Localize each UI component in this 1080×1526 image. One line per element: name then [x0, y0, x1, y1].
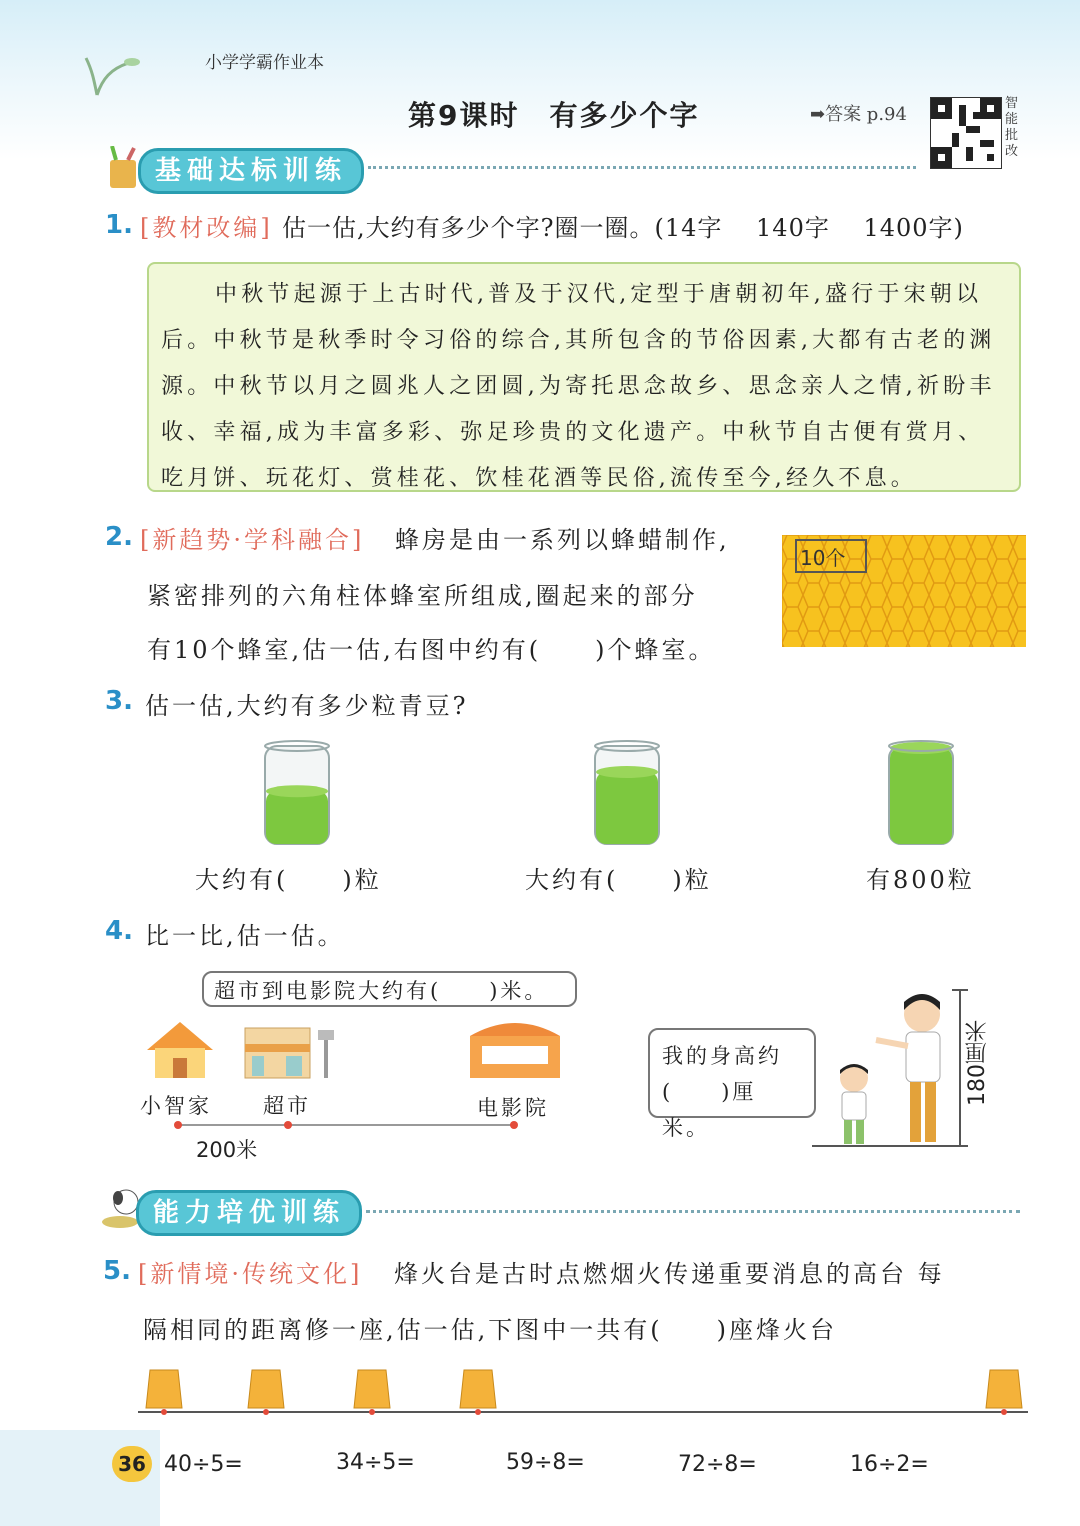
lesson-title: 第9课时 有多少个字 — [408, 99, 700, 132]
place-cinema-label: 电影院 — [477, 1096, 549, 1120]
question-3-number: 3. — [105, 686, 133, 716]
height-bubble-line-2: ( )厘米。 — [662, 1080, 757, 1140]
math-problem: 34÷5= — [336, 1450, 415, 1475]
question-1-tag: [教材改编] — [140, 214, 273, 242]
question-2-tag: [新趋势·学科融合] — [140, 526, 365, 554]
jar-label: 大约有( )粒 — [195, 866, 382, 894]
header-background — [0, 0, 1080, 160]
jar-label: 有800粒 — [866, 866, 975, 894]
height-label: 180厘米 — [965, 1020, 990, 1106]
question-5-line-2: 隔相同的距离修一座,估一估,下图中一共有( )座烽火台 — [143, 1316, 837, 1344]
question-1-text: 估一估,大约有多少个字?圈一圈。(14字 140字 1400字) — [282, 214, 964, 242]
question-5-tag: [新情境·传统文化] — [138, 1260, 363, 1288]
math-problem: 16÷2= — [850, 1452, 929, 1477]
bean-jar-icon — [262, 740, 332, 850]
height-speech-bubble — [648, 1028, 816, 1140]
jar-label: 大约有( )粒 — [525, 866, 712, 894]
reading-passage: 中秋节起源于上古时代,普及于汉代,定型于唐朝初年,盛行于宋朝以后。中秋节是秋季时令习俗的综合,其所包含的节俗因素,大都有古老的渊源。中秋节以月之圆兆人之团圆,为寄托思念故乡、思念亲人之情,祈盼丰收、幸福,成为丰富多彩、弥足珍贵的文化遗产。中秋节自古便有赏月、吃月饼、玩花灯、赏桂花、饮桂花酒等民俗,流传至今,经久不息。 — [147, 262, 1021, 492]
question-5-line-1: 烽火台是古时点燃烟火传递重要消息的高台 每 — [394, 1260, 945, 1288]
bean-jar-icon — [886, 740, 956, 850]
section-advanced-banner: 能力培优训练 — [136, 1190, 362, 1236]
page-number: 36 — [112, 1446, 152, 1482]
section-divider — [368, 166, 916, 169]
section-divider-2 — [366, 1210, 1020, 1213]
question-2-line-2: 紧密排列的六角柱体蜂室所组成,圈起来的部分 — [147, 582, 698, 610]
question-4-text: 比一比,估一估。 — [145, 922, 345, 950]
plant-icon — [72, 50, 142, 100]
answer-reference[interactable]: ➡答案 p.94 — [810, 104, 907, 125]
supermarket-icon — [240, 1018, 340, 1080]
distance-line — [170, 1118, 520, 1132]
math-problem: 40÷5= — [164, 1452, 243, 1477]
question-5-number: 5. — [103, 1256, 131, 1286]
question-2-line-1: 蜂房是由一系列以蜂蜡制作, — [395, 526, 730, 554]
house-icon — [145, 1020, 215, 1080]
qr-label: 智能批改 — [1005, 96, 1019, 159]
bean-jar-icon — [592, 740, 662, 850]
cinema-icon — [468, 1016, 563, 1080]
height-measure-line — [812, 988, 972, 1150]
section-basic-banner: 基础达标训练 — [138, 148, 364, 194]
height-bubble-line-1: 我的身高约 — [662, 1044, 782, 1068]
book-title: 小学学霸作业本 — [205, 53, 324, 73]
question-3-text: 估一估,大约有多少粒青豆? — [145, 692, 469, 720]
beacon-towers-image — [138, 1360, 1034, 1420]
distance-speech-bubble: 超市到电影院大约有( )米。 — [202, 971, 577, 1007]
question-2-number: 2. — [105, 522, 133, 552]
distance-label: 200米 — [196, 1138, 258, 1162]
math-problem: 72÷8= — [678, 1452, 757, 1477]
question-2-line-3: 有10个蜂室,估一估,右图中约有( )个蜂室。 — [147, 636, 716, 664]
math-problem: 59÷8= — [506, 1450, 585, 1475]
question-1-number: 1. — [105, 210, 133, 240]
question-4-number: 4. — [105, 916, 133, 946]
place-home-label: 小智家 — [140, 1094, 212, 1118]
qr-code-icon[interactable] — [930, 97, 1002, 169]
honeycomb-box-label: 10个 — [800, 546, 846, 570]
place-supermarket-label: 超市 — [263, 1094, 311, 1118]
